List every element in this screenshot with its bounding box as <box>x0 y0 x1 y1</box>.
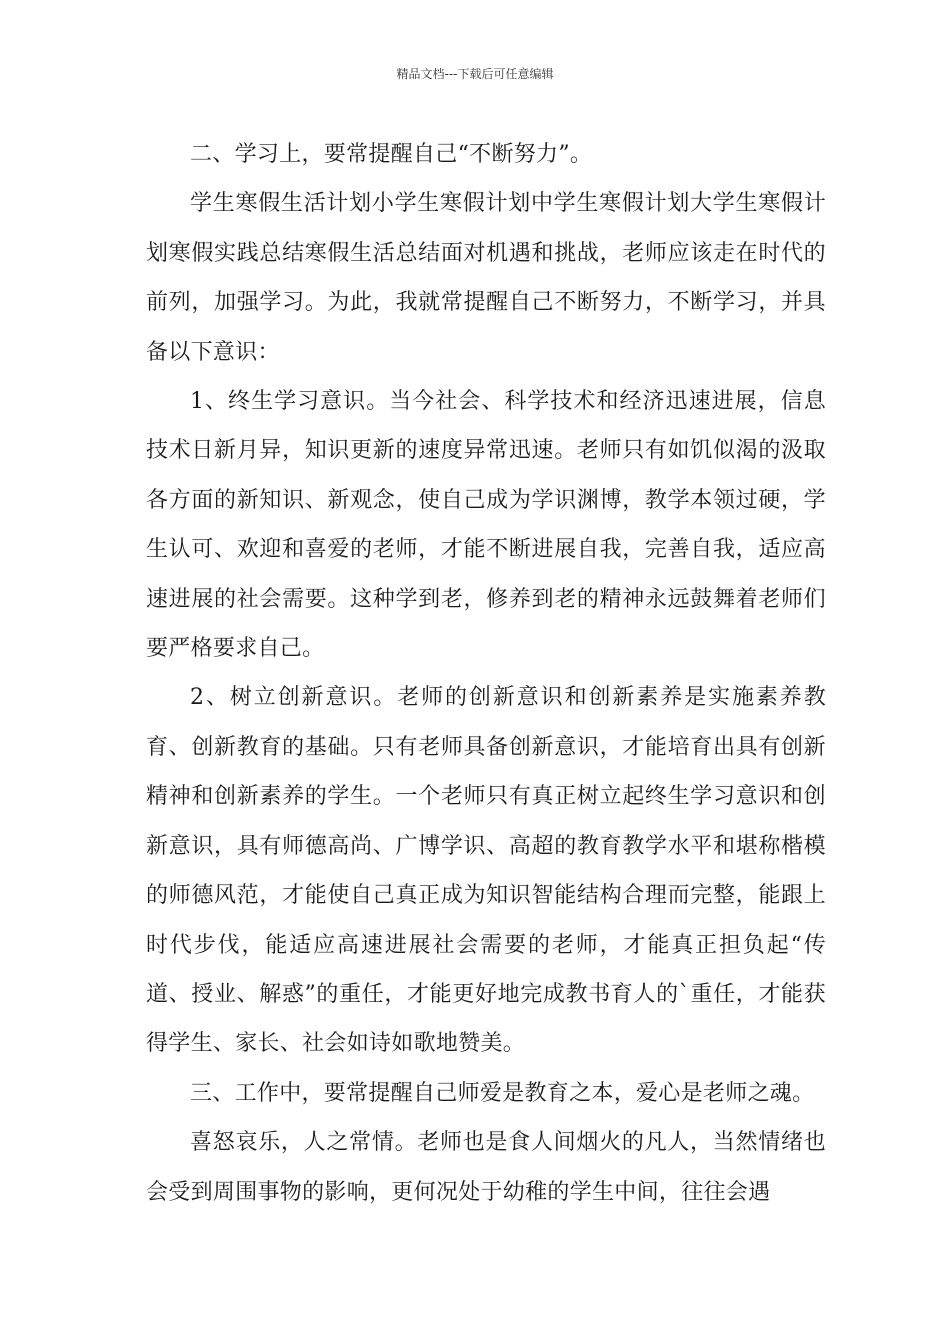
paragraph-lifelong-learning: 1、终生学习意识。当今社会、科学技术和经济迅速进展，信息技术日新月异，知识更新的速度异常迅速。老师只有如饥似渴的汲取各方面的新知识、新观念，使自己成为学识渊博，教学本领过硬，学生认可、欢迎和喜爱的老师，才能不断进展自我，完善自我，适应高速进展的社会需要。这种学到老，修养到老的精神永远鼓舞着老师们要严格要求自己。 <box>146 389 826 662</box>
paragraph-intro: 学生寒假生活计划小学生寒假计划中学生寒假计划大学生寒假计划寒假实践总结寒假生活总结面对机遇和挑战，老师应该走在时代的前列，加强学习。为此，我就常提醒自己不断努力，不断学习，并具备以下意识： <box>146 191 826 365</box>
section-heading-work: 三、工作中，要常提醒自己师爱是教育之本，爱心是老师之魂。 <box>190 1080 815 1106</box>
page-header: 精品文档---下载后可任意编辑 <box>396 67 554 81</box>
section-heading-study: 二、学习上，要常提醒自己“不断努力”。 <box>190 142 593 167</box>
document-body <box>146 130 826 1217</box>
paragraph-innovation: 2、树立创新意识。老师的创新意识和创新素养是实施素养教育、创新教育的基础。只有老师具备创新意识，才能培育出具有创新精神和创新素养的学生。一个老师只有真正树立起终生学习意识和创新意识，具有师德高尚、广博学识、高超的教育教学水平和堪称楷模的师德风范，才能使自己真正成为知识智能结构合理而完整，能跟上时代步伐，能适应高速进展社会需要的老师，才能真正担负起“传道、授业、解惑”的重任，才能更好地完成教书育人的`重任，才能获得学生、家长、社会如诗如歌地赞美。 <box>146 685 826 1057</box>
paragraph-emotions: 喜怒哀乐，人之常情。老师也是食人间烟火的凡人，当然情绪也会受到周围事物的影响，更何况处于幼稚的学生中间，往往会遇 <box>146 1130 826 1205</box>
